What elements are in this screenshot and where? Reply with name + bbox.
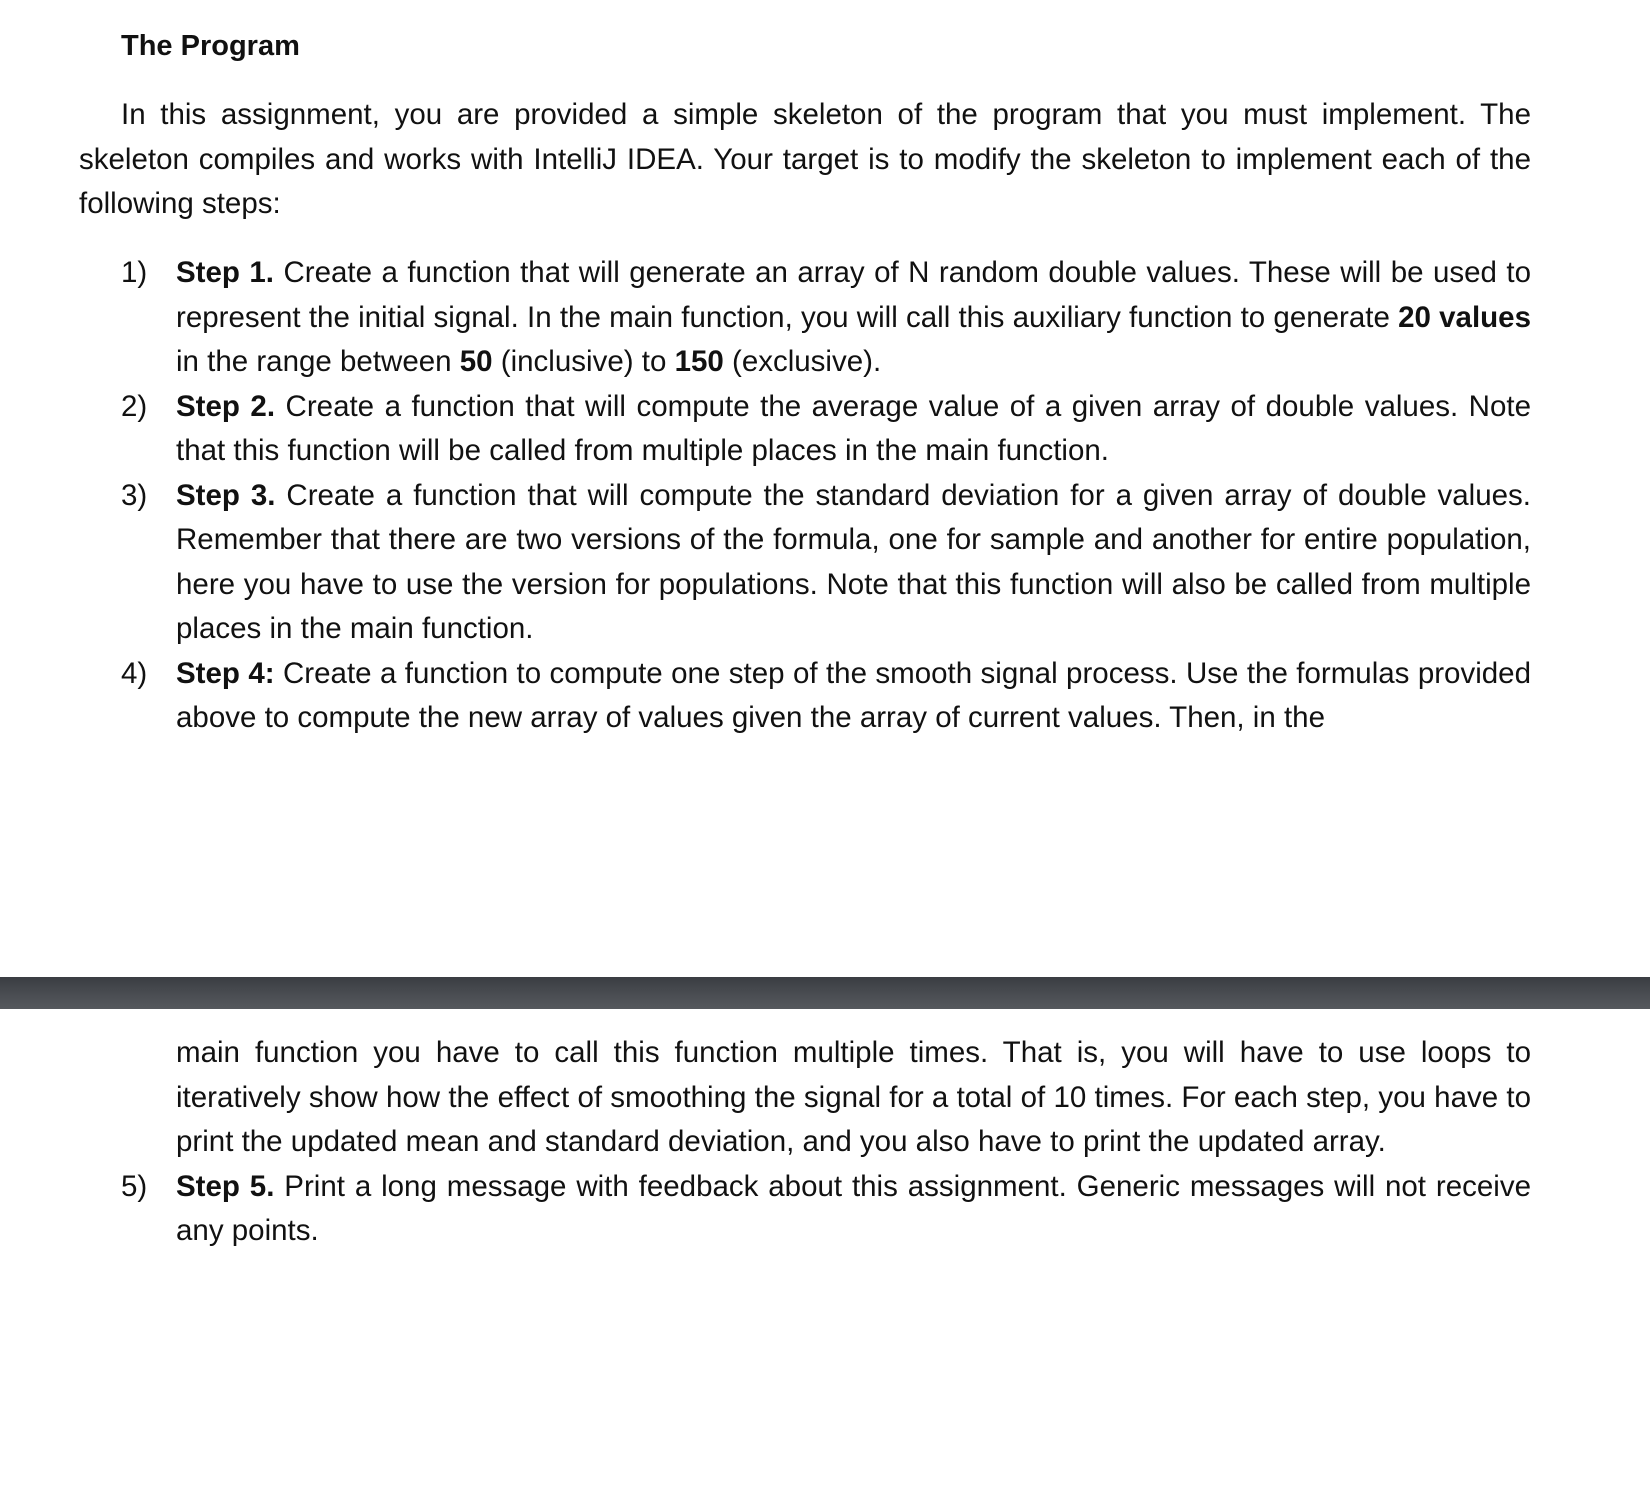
step-number: 1) — [121, 256, 148, 289]
step-text: Create a function that will compute the standard deviation for a given array of double values. Remember that there are two versions of the formula, one for sample and another for entire population, here you have to use the version for populations. Note that this function will also be called from multiple places in the main function. — [176, 478, 1531, 645]
step-item-4-continued — [0, 1031, 1531, 1165]
step-item-5 — [0, 1165, 1531, 1254]
step-title: Step 1. — [176, 256, 274, 289]
step-text: Print a long message with feedback about this assignment. Generic messages will not receive any points. — [176, 1169, 1531, 1247]
steps-list-continued — [0, 1031, 1531, 1254]
step-number: 4) — [121, 656, 148, 690]
step-title: Step 2. — [176, 389, 276, 423]
step-number: 3) — [121, 478, 148, 512]
step-item-1 — [0, 251, 1531, 385]
step-title: Step 5. — [176, 1169, 275, 1203]
document-page-bottom — [0, 1009, 1650, 1490]
step-item-2 — [0, 385, 1531, 474]
step-text: Create a function that will generate an array of N random double values. These will be used to represent the initial signal. In the main function, you will call this auxiliary function to generate — [176, 256, 1531, 334]
section-heading: The Program — [121, 30, 300, 62]
step-text: (exclusive). — [723, 345, 882, 378]
step-number: 5) — [121, 1169, 148, 1203]
step-text: (inclusive) to — [492, 345, 675, 378]
step-item-4 — [0, 652, 1531, 741]
steps-list — [0, 251, 1531, 741]
step-bold-value: 20 values — [1398, 300, 1531, 334]
step-title: Step 3. — [176, 478, 276, 512]
step-item-3 — [0, 474, 1531, 652]
step-number: 2) — [121, 389, 148, 423]
intro-paragraph: In this assignment, you are provided a simple skeleton of the program that you must implement. The skeleton compiles and works with IntelliJ IDEA. Your target is to modify the skeleton to implement each of the following steps: — [79, 98, 1531, 220]
step-text: main function you have to call this function multiple times. That is, you will have to use loops to iteratively show how the effect of smoothing the signal for a total of 10 times. For each step, you have to print the updated mean and standard deviation, and you also have to print the updated array. — [176, 1036, 1531, 1158]
page-break-bar — [0, 977, 1650, 1009]
step-title: Step 4: — [176, 656, 275, 690]
step-text: in the range between — [176, 345, 460, 378]
step-text: Create a function that will compute the average value of a given array of double values. Note that this function will be called from multiple places in the main function. — [176, 389, 1531, 467]
step-text: Create a function to compute one step of the smooth signal process. Use the formulas provided above to compute the new array of values given the array of current values. Then, in the — [176, 656, 1531, 734]
step-bold-value: 50 — [459, 345, 493, 378]
step-bold-value: 150 — [674, 345, 724, 378]
